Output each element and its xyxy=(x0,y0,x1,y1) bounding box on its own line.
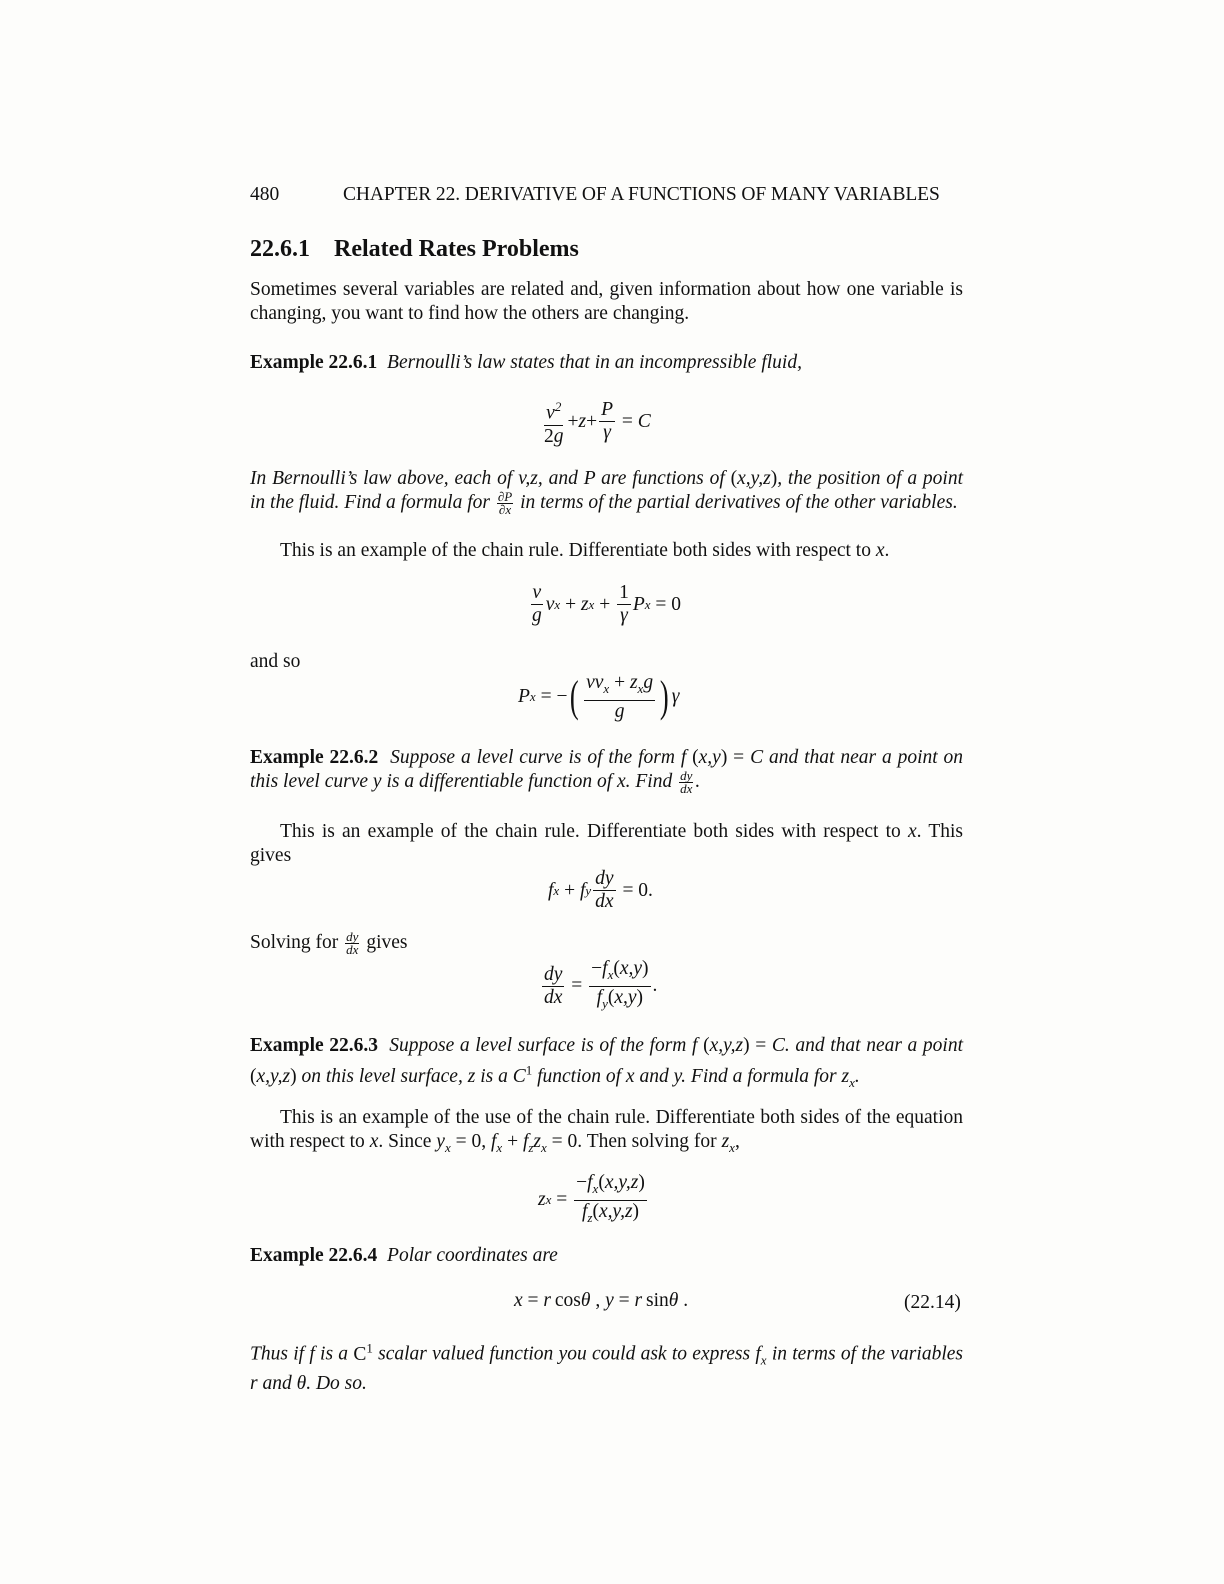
solution-equation-5: z x = $\frac{-f_x(x,y,z)}{f_z(x,y,z)}$ xyxy=(538,1172,645,1225)
example-22-6-1-followup: In Bernoulli’s law above, each of v,z, and P are functions of (x,y,z), the position of a point in the fluid. Find a formula for $\frac{\partial P}{\partial x}$ in terms of the partial derivatives of the other variables. xyxy=(250,468,964,518)
example-22-6-1-solution-text: This is an example of the chain rule. Differentiate both sides with respect to x. xyxy=(280,540,890,561)
equation-number: (22.14) xyxy=(904,1292,961,1313)
section-heading xyxy=(250,236,579,263)
example-22-6-4-followup: Thus if f is a $C^1$ scalar valued function you could ask to express $f_x$ in terms of the variables r and θ. Do so. xyxy=(250,1340,963,1395)
section-title: Related Rates Problems xyxy=(334,236,579,262)
example-22-6-2-statement: Example 22.6.2 Suppose a level curve is of the form f (x,y) = C and that near a point on this level curve y is a differentiable function of x. Find $\frac{dy}{dx}$ . xyxy=(250,747,964,797)
connector-solving-for: Solving for $\frac{dy}{dx}$ gives xyxy=(250,929,408,958)
example-22-6-2-solution-text: This is an example of the chain rule. Differentiate both sides with respect to x. This gives xyxy=(250,821,963,866)
solution-equation-2: P x = − ( $\frac{vv_x + z_xg}{g}$ ) γ xyxy=(518,672,680,722)
page-number: 480 xyxy=(250,184,280,205)
example-22-6-1-statement: Example 22.6.1 Bernoulli’s law states that in an incompressible fluid, xyxy=(250,352,802,373)
example-22-6-3-statement: Example 22.6.3 Suppose a level surface is of the form f (x,y,z) = C. and that near a point (x,y,z) on this level surface, z is a $C^1$ function of x and y. Find a formula for $z_x$. xyxy=(250,1035,964,1090)
intro-paragraph: Sometimes several variables are related and, given information about how one variable is changing, you want to find how the others are changing. xyxy=(250,279,963,324)
bernoulli-equation: $\frac{v^2}{2g}$ + z + $\frac{P}{\gamma}$ = C xyxy=(540,396,651,448)
example-label: Example 22.6.1 xyxy=(250,352,378,373)
polar-coordinates-equation: x = r cos θ , y = r sin θ . xyxy=(514,1290,689,1311)
connector-and-so: and so xyxy=(250,651,301,672)
example-22-6-3-solution-text: This is an example of the use of the chain rule. Differentiate both sides of the equation with respect to x. Since $y_x = 0$, $f_x + f_zz_x = 0$. Then solving for $z_x$, xyxy=(250,1107,963,1155)
solution-equation-1: $\frac{v}{g}$ v x + z x + $\frac{1}{\gamma}$ P x = 0 xyxy=(532,582,682,626)
section-number: 22.6.1 xyxy=(250,236,310,262)
solution-equation-4: $\frac{dy}{dx}$ = $\frac{-f_x(x,y)}{f_y(x,y)}$ . xyxy=(544,958,658,1011)
chapter-title: CHAPTER 22. DERIVATIVE OF A FUNCTIONS OF MANY VARIABLES xyxy=(343,184,940,205)
example-22-6-4-statement: Example 22.6.4 Polar coordinates are xyxy=(250,1245,558,1266)
solution-equation-3: f x + f y $\frac{dy}{dx}$ = 0. xyxy=(548,868,653,912)
